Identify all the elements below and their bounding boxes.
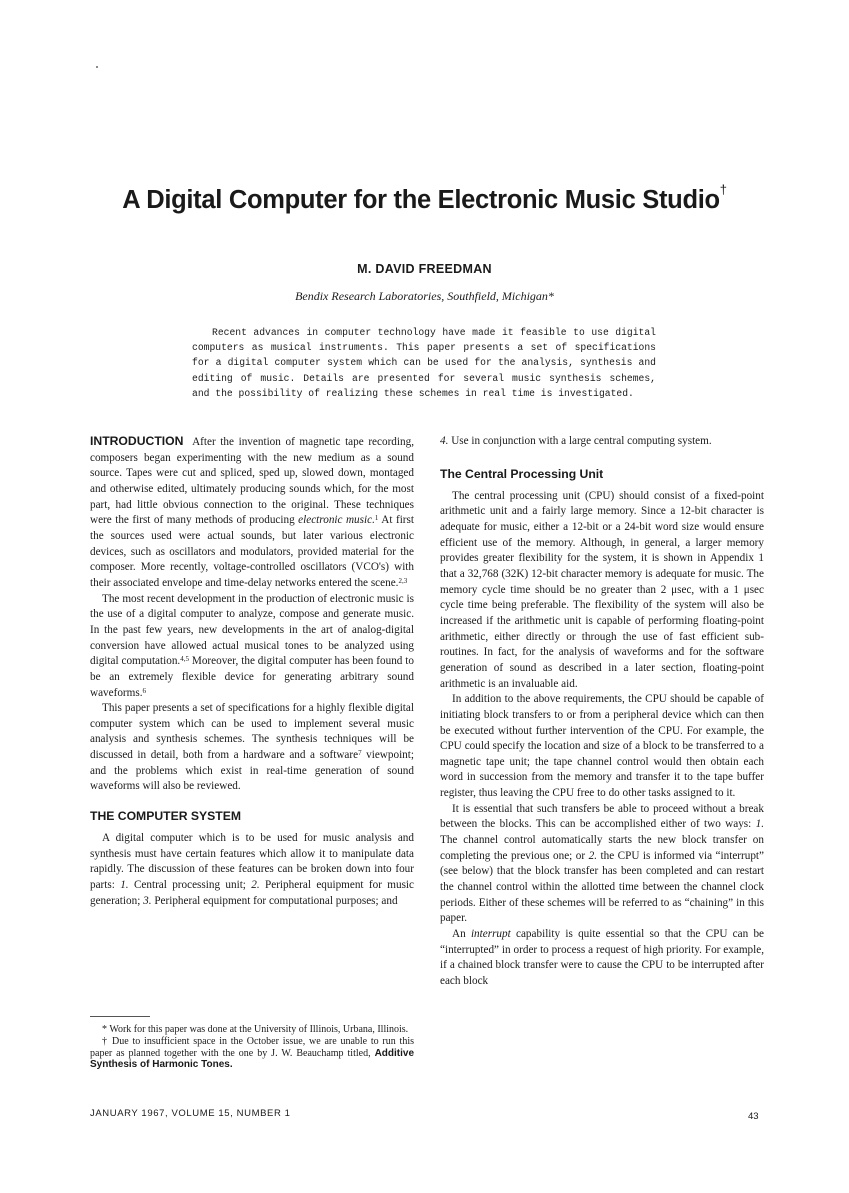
ref-mark: 4,5 [180, 655, 189, 664]
ref-mark: 7 [358, 749, 362, 758]
right-column [440, 434, 764, 990]
intro-paragraph-2 [90, 592, 414, 702]
journal-issue-line: JANUARY 1967, VOLUME 15, NUMBER 1 [90, 1108, 291, 1119]
cpu-p4-text-a: An [452, 928, 466, 941]
list-number: 1. [755, 818, 764, 831]
intro-p1-text-a: After the invention of magnetic tape recording, composers began experimenting with the new medium as a sound source. Tapes were cut and spliced, sped up, slowed down, montaged and otherwise edited, ultimately producing sounds which, for the most part, had little obvious connection to the original. These techniques were the first of many methods of producing [90, 436, 414, 527]
computer-system-paragraph [90, 831, 414, 909]
footnote-divider [90, 1016, 150, 1017]
cpu-paragraph-4 [440, 927, 764, 990]
intro-p1-emphasis: electronic music. [298, 514, 375, 527]
intro-paragraph-3 [90, 701, 414, 795]
cpu-paragraph-2: In addition to the above requirements, the CPU should be capable of initiating block transfers to or from a peripheral device which can then be executed without further intervention of the CPU. For example, the CPU could specify the location and size of a block to be transferred to a magnetic tape unit; the tape channel control would then obtain each word in succession from the memory and transfer it to the tape buffer register, thus leaving the CPU free to do other tasks assigned to it. [440, 693, 764, 800]
cs-text: A digital computer which is to be used for music analysis and synthesis must have certain features which allow it to manipulate data rapidly. The discussion of these features can be broken down into four parts: [90, 832, 414, 892]
list-number: 3. [143, 894, 152, 907]
page-number: 43 [748, 1111, 759, 1122]
footnotes [90, 1024, 414, 1071]
ref-mark: 6 [142, 686, 147, 695]
cpu-paragraph-1: The central processing unit (CPU) should consist of a fixed-point arithmetic unit and a fairly large memory. Since a 12-bit character is adequate for music, either a 12-bit or a 24-bit word size would ensure efficient use of the memory. Although, in general, a larger memory provides greater flexibility for the system, it is shown in Appendix 1 that a 32,768 (32K) 12-bit character memory is adequate for music. The memory cycle time should be no greater than 2 μsec, with a 1 μsec cycle time being preferable. The flexibility of the system will also be increased if the arithmetic unit is capable of performing floating-point arithmetic, either directly or through the use of fast efficient sub-routines. In fact, for the analysis of waveforms and for the software generation of sound as described in a later section, floating-point arithmetic is an invaluable aid. [440, 489, 764, 690]
cpu-p3-text-b: The channel control automatically starts the new block transfer on completing the previous one; or [440, 834, 764, 862]
title-text: A Digital Computer for the Electronic Music Studio [122, 186, 720, 214]
author-affiliation: Bendix Research Laboratories, Southfield, Michigan* [295, 289, 554, 303]
list-number: 2. [251, 879, 260, 892]
author-name: M. DAVID FREEDMAN [357, 262, 492, 276]
footnote-1: * Work for this paper was done at the University of Illinois, Urbana, Illinois. [102, 1024, 409, 1035]
left-column [90, 434, 414, 909]
intro-p3-text-a: This paper presents a set of specifications for a highly flexible digital computer system which can be used to implement several music analysis and synthesis schemes. The synthesis techniques will be discussed in detail, both from a hardware and a software [90, 702, 414, 762]
cs-item-4: Use in conjunction with a large central computing system. [451, 435, 712, 447]
scan-speck [96, 66, 98, 68]
cpu-p3-text-a: It is essential that such transfers be able to proceed without a break between the blocks. This can be accomplished either of two ways: [440, 802, 764, 831]
ref-mark: 2,3 [398, 576, 408, 585]
intro-p1-text-b: At first the sources used were actual sounds, but later various electronic devices, such as oscillators and modulators, provided material for the composer. More recently, voltage-controlled oscillators (VCO's) with their associated envelope and time-delay networks entered the scene. [90, 514, 414, 589]
cpu-p4-emphasis: interrupt [470, 928, 511, 941]
intro-heading: INTRODUCTION [90, 434, 184, 448]
computer-system-heading: THE COMPUTER SYSTEM [90, 809, 241, 824]
cpu-p3-text-c: the CPU is informed via “interrupt” (see below) that the block transfer has been completed and can restart the channel control within the allotted time between the channel clock periods. Either of these schemes will be referred to as “chaining” in this paper. [440, 849, 765, 925]
footnote-2 [90, 1036, 414, 1071]
list-number: 1. [120, 879, 129, 892]
cs-item-3: Peripheral equipment for computational purposes; and [154, 894, 398, 907]
abstract [192, 325, 656, 401]
abstract-text: Recent advances in computer technology have made it feasible to use digital computers as musical instruments. This paper presents a set of specifications for a digital computer system which can be used for the analysis, synthesis and editing of music. Details are presented for several music synthesis schemes, and the possibility of realizing these schemes in real time is investigated. [192, 327, 656, 399]
ref-mark: 1 [374, 514, 379, 523]
cs-item-1: Central processing unit; [133, 879, 246, 892]
footnote-2-text: † Due to insufficient space in the October issue, we are unable to run this paper as planned together with the one by J. W. Beauchamp titled, [90, 1035, 414, 1059]
list-number: 4. [440, 435, 449, 447]
title-footnote-mark: † [719, 182, 727, 197]
list-number: 2. [588, 849, 597, 862]
cs-item-2: Peripheral equipment for music generation; [90, 879, 414, 907]
intro-paragraph-1 [90, 434, 414, 592]
computer-system-continuation [440, 434, 764, 450]
cpu-paragraph-3 [440, 802, 764, 927]
paper-title [0, 182, 849, 215]
intro-p2-text-b: Moreover, the digital computer has been found to be an extremely flexible device for generating arbitrary sound waveforms. [90, 655, 415, 699]
cpu-p4-text-b: capability is quite essential so that the CPU can be “interrupted” in order to process a request of high priority. For example, if a chained block transfer were to cause the CPU to be interrupted after each block [440, 928, 765, 987]
intro-p3-text-b: viewpoint; and the problems which exist in real-time generation of sound waveforms will also be reviewed. [90, 749, 414, 793]
footnote-2-title: Additive Synthesis of Harmonic Tones. [90, 1047, 415, 1071]
cpu-heading: The Central Processing Unit [440, 466, 604, 481]
intro-p2-text-a: The most recent development in the production of electronic music is the use of a digital computer to analyze, compose and generate music. In the past few years, new developments in the art of analog-digital conversion have allowed actual musical tones to be analyzed using digital computation. [90, 592, 414, 668]
